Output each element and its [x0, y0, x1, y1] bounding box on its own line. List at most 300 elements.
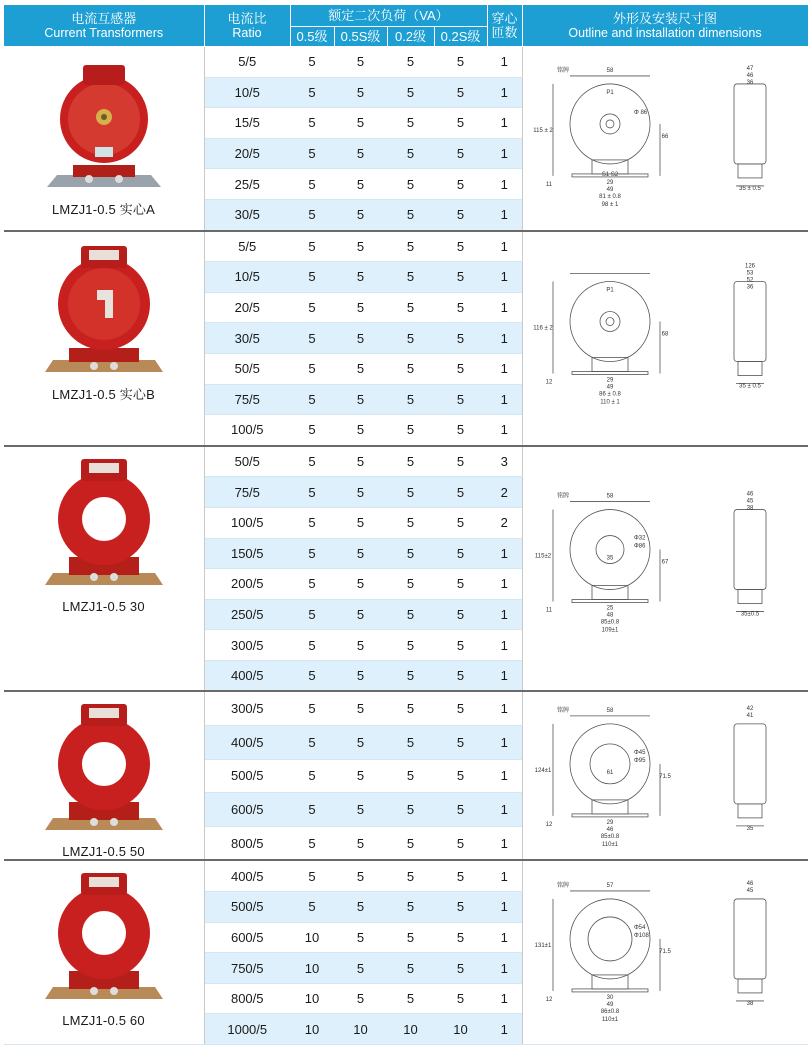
burden-0.5s-cell: 5 [334, 759, 387, 793]
turns-cell: 1 [487, 169, 522, 200]
ratio-cell: 400/5 [204, 860, 290, 891]
ratio-cell: 5/5 [204, 47, 290, 78]
burden-0.5-cell: 10 [290, 953, 334, 984]
burden-0.2-cell: 5 [387, 630, 434, 661]
dimension-label: 42 [746, 706, 754, 713]
dimension-label: 49 [606, 384, 614, 391]
ratio-cell: 10/5 [204, 262, 290, 293]
table-row [4, 47, 809, 78]
burden-0.5s-cell: 5 [334, 793, 387, 827]
dimension-label: S1 S2 [602, 172, 619, 179]
ratio-cell: 800/5 [204, 983, 290, 1014]
dimension-label: 66 [661, 134, 669, 141]
ratio-cell: 600/5 [204, 922, 290, 953]
class-header-0.2s: 0.2S级 [434, 27, 487, 47]
dimension-label: 98 ± 1 [601, 202, 619, 209]
turns-cell: 1 [487, 793, 522, 827]
dimension-label: 48 [606, 612, 614, 619]
turns-cell: 1 [487, 384, 522, 415]
turns-cell: 1 [487, 538, 522, 569]
turns-cell: 1 [487, 983, 522, 1014]
dimension-label: 58 [606, 493, 614, 500]
turns-cell: 1 [487, 660, 522, 691]
dimension-label: 47 [746, 66, 754, 73]
ratio-cell: 75/5 [204, 384, 290, 415]
turns-cell: 1 [487, 353, 522, 384]
burden-0.2-cell: 5 [387, 793, 434, 827]
dimension-label: Φ32 [634, 535, 646, 542]
burden-0.2-cell: 5 [387, 323, 434, 354]
ratio-cell: 800/5 [204, 826, 290, 860]
burden-0.5-cell: 5 [290, 353, 334, 384]
dimension-label: 57 [606, 882, 614, 889]
current-transformer-spec-table [3, 4, 809, 1045]
dimension-label: 12 [545, 822, 553, 829]
dimension-label: 67 [661, 559, 669, 566]
burden-0.2s-cell: 5 [434, 323, 487, 354]
burden-0.5-cell: 5 [290, 384, 334, 415]
turns-cell: 1 [487, 323, 522, 354]
burden-0.2s-cell: 5 [434, 860, 487, 891]
burden-0.2-cell: 5 [387, 138, 434, 169]
product-cell [4, 231, 205, 446]
outline-drawing [525, 703, 805, 848]
burden-0.2-cell: 5 [387, 199, 434, 230]
burden-0.2s-cell: 5 [434, 169, 487, 200]
product-column-header: 电流互感器 Current Transformers [4, 5, 205, 47]
burden-0.2s-cell: 5 [434, 726, 487, 760]
dimension-label: Φ45 [634, 750, 646, 757]
burden-0.2s-cell: 5 [434, 384, 487, 415]
dimension-label: 铭牌 [557, 708, 570, 715]
burden-0.2-cell: 5 [387, 922, 434, 953]
dimension-label: Φ 86 [634, 110, 648, 117]
burden-0.5-cell: 5 [290, 323, 334, 354]
burden-0.5s-cell: 5 [334, 860, 387, 891]
burden-0.5s-cell: 5 [334, 415, 387, 446]
burden-0.2-cell: 5 [387, 691, 434, 725]
dimension-label: 86 ± 0.8 [599, 391, 622, 398]
product-cell [4, 691, 205, 860]
ratio-cell: 750/5 [204, 953, 290, 984]
ratio-cell: 300/5 [204, 630, 290, 661]
burden-0.2-cell: 5 [387, 759, 434, 793]
dimension-label: 铭牌 [557, 68, 570, 75]
burden-0.2s-cell: 10 [434, 1014, 487, 1045]
burden-0.5s-cell: 5 [334, 323, 387, 354]
dimension-label: 41 [746, 713, 754, 720]
turns-cell: 1 [487, 630, 522, 661]
turns-cell: 1 [487, 599, 522, 630]
class-header-0.5s: 0.5S级 [334, 27, 387, 47]
ratio-column-header: 电流比 Ratio [204, 5, 290, 47]
turns-cell: 1 [487, 826, 522, 860]
dimension-label: 11 [546, 607, 553, 614]
dimension-label: 45 [746, 498, 754, 505]
burden-0.5-cell: 5 [290, 860, 334, 891]
model-name: LMZJ1-0.5 30 [62, 598, 145, 614]
burden-0.5-cell: 5 [290, 892, 334, 923]
dimension-label: 131±1 [534, 942, 552, 949]
dimension-label: 58 [606, 68, 614, 75]
burden-0.5-cell: 5 [290, 108, 334, 139]
turns-cell: 1 [487, 415, 522, 446]
outline-cell [522, 446, 808, 692]
burden-0.2s-cell: 5 [434, 660, 487, 691]
dimension-label: 124±1 [534, 768, 552, 775]
burden-0.5-cell: 5 [290, 169, 334, 200]
turns-cell: 1 [487, 77, 522, 108]
dimension-label: Φ108 [634, 932, 650, 939]
burden-0.2s-cell: 5 [434, 292, 487, 323]
turns-cell: 1 [487, 726, 522, 760]
class-header-0.2: 0.2级 [387, 27, 434, 47]
burden-0.2-cell: 10 [387, 1014, 434, 1045]
transformer-photo [39, 47, 169, 197]
dimension-label: 46 [746, 880, 754, 887]
ratio-cell: 400/5 [204, 660, 290, 691]
burden-0.5-cell: 5 [290, 826, 334, 860]
burden-0.5s-cell: 5 [334, 983, 387, 1014]
burden-0.5s-cell: 5 [334, 47, 387, 78]
dimension-label: 81 ± 0.8 [599, 194, 622, 201]
burden-0.5-cell: 5 [290, 231, 334, 262]
outline-cell [522, 691, 808, 860]
burden-0.5s-cell: 5 [334, 262, 387, 293]
turns-column-header: 穿心 匝数 [487, 5, 522, 47]
outline-cell [522, 860, 808, 1044]
dimension-label: 61 [606, 770, 614, 777]
burden-0.2-cell: 5 [387, 538, 434, 569]
turns-cell: 1 [487, 108, 522, 139]
ratio-cell: 20/5 [204, 138, 290, 169]
outline-cell [522, 231, 808, 446]
turns-cell: 2 [487, 477, 522, 508]
dimension-label: Φ54 [634, 924, 646, 931]
dimension-label: 49 [606, 187, 614, 194]
burden-0.2s-cell: 5 [434, 892, 487, 923]
dimension-label: 71.5 [659, 774, 672, 781]
burden-0.5-cell: 5 [290, 199, 334, 230]
burden-0.5-cell: 5 [290, 262, 334, 293]
burden-0.5s-cell: 5 [334, 108, 387, 139]
burden-0.5s-cell: 5 [334, 922, 387, 953]
dimension-label: 25 [606, 605, 614, 612]
turns-cell: 1 [487, 892, 522, 923]
model-name: LMZJ1-0.5 60 [62, 1013, 145, 1029]
dimension-label: 86±0.8 [601, 1008, 620, 1015]
turns-cell: 1 [487, 759, 522, 793]
burden-0.2-cell: 5 [387, 599, 434, 630]
burden-0.5-cell: 5 [290, 569, 334, 600]
burden-0.2s-cell: 5 [434, 569, 487, 600]
burden-0.5-cell: 5 [290, 726, 334, 760]
burden-0.2s-cell: 5 [434, 826, 487, 860]
ratio-cell: 100/5 [204, 415, 290, 446]
ratio-cell: 15/5 [204, 108, 290, 139]
burden-0.5s-cell: 5 [334, 138, 387, 169]
burden-0.5-cell: 5 [290, 77, 334, 108]
ratio-cell: 250/5 [204, 599, 290, 630]
ratio-cell: 25/5 [204, 169, 290, 200]
burden-0.2s-cell: 5 [434, 599, 487, 630]
burden-0.2-cell: 5 [387, 384, 434, 415]
ratio-cell: 75/5 [204, 477, 290, 508]
burden-0.5-cell: 5 [290, 660, 334, 691]
transformer-photo [39, 447, 169, 597]
turns-cell: 1 [487, 262, 522, 293]
outline-drawing [525, 235, 805, 441]
dimension-label: Φ95 [634, 758, 646, 765]
burden-0.5s-cell: 5 [334, 826, 387, 860]
burden-0.2-cell: 5 [387, 77, 434, 108]
turns-cell: 1 [487, 922, 522, 953]
burden-0.5s-cell: 5 [334, 477, 387, 508]
burden-0.5s-cell: 10 [334, 1014, 387, 1045]
burden-0.5s-cell: 5 [334, 892, 387, 923]
dimension-label: 12 [545, 996, 553, 1003]
ratio-cell: 30/5 [204, 323, 290, 354]
ratio-cell: 200/5 [204, 569, 290, 600]
burden-0.5s-cell: 5 [334, 507, 387, 538]
ratio-cell: 1000/5 [204, 1014, 290, 1045]
burden-0.2s-cell: 5 [434, 759, 487, 793]
burden-0.2-cell: 5 [387, 47, 434, 78]
dimension-label: 53 [746, 270, 754, 277]
burden-0.5s-cell: 5 [334, 384, 387, 415]
outline-drawing [525, 50, 805, 226]
burden-0.2-cell: 5 [387, 108, 434, 139]
burden-0.2-cell: 5 [387, 231, 434, 262]
burden-0.2s-cell: 5 [434, 477, 487, 508]
dimension-label: 46 [606, 827, 614, 834]
model-name: LMZJ1-0.5 50 [62, 844, 145, 860]
burden-0.2-cell: 5 [387, 507, 434, 538]
turns-cell: 1 [487, 292, 522, 323]
dimension-label: 29 [606, 180, 614, 187]
dimension-label: 110 ± 1 [600, 399, 621, 406]
dimension-label: 110±1 [602, 1016, 619, 1023]
burden-0.5-cell: 5 [290, 630, 334, 661]
dimension-label: 12 [545, 379, 553, 386]
burden-0.2s-cell: 5 [434, 953, 487, 984]
burden-0.5s-cell: 5 [334, 660, 387, 691]
model-name: LMZJ1-0.5 实心A [51, 202, 155, 217]
burden-0.2s-cell: 5 [434, 353, 487, 384]
burden-0.2s-cell: 5 [434, 922, 487, 953]
dimension-label: 45 [746, 887, 754, 894]
turns-cell: 1 [487, 231, 522, 262]
dimension-label: 116 ± 2 [533, 325, 554, 332]
burden-0.5s-cell: 5 [334, 726, 387, 760]
dimension-label: 35 ± 0.5 [739, 186, 762, 193]
burden-0.2-cell: 5 [387, 726, 434, 760]
dimension-label: 30 [606, 994, 614, 1001]
ratio-cell: 400/5 [204, 726, 290, 760]
turns-cell: 1 [487, 199, 522, 230]
burden-0.2s-cell: 5 [434, 262, 487, 293]
burden-0.2s-cell: 5 [434, 415, 487, 446]
burden-0.5s-cell: 5 [334, 292, 387, 323]
dimension-label: 46 [746, 491, 754, 498]
dimension-label: 36 [746, 80, 754, 87]
dimension-label: Φ86 [634, 543, 646, 550]
dimension-label: 71.5 [659, 948, 672, 955]
dimension-label: 85±0.8 [601, 619, 620, 626]
burden-0.5-cell: 5 [290, 599, 334, 630]
burden-0.5s-cell: 5 [334, 77, 387, 108]
ratio-cell: 5/5 [204, 231, 290, 262]
table-row [4, 231, 809, 262]
dimension-label: 109±1 [601, 627, 619, 634]
dimension-label: 29 [606, 820, 614, 827]
burden-0.5s-cell: 5 [334, 199, 387, 230]
dimension-label: 58 [606, 708, 614, 715]
model-name: LMZJ1-0.5 实心B [51, 386, 155, 402]
burden-0.5-cell: 5 [290, 477, 334, 508]
dimension-label: 铭牌 [557, 882, 570, 889]
burden-0.5s-cell: 5 [334, 953, 387, 984]
dimension-label: 38 [746, 1000, 754, 1007]
dimension-label: 38 [746, 505, 754, 512]
ratio-cell: 50/5 [204, 353, 290, 384]
burden-0.2s-cell: 5 [434, 630, 487, 661]
burden-0.5-cell: 5 [290, 759, 334, 793]
dimension-label: 35±0.5 [741, 611, 760, 618]
burden-0.5s-cell: 5 [334, 169, 387, 200]
burden-0.2-cell: 5 [387, 660, 434, 691]
dimension-label: 49 [606, 1001, 614, 1008]
dimension-label: 110±1 [602, 842, 619, 849]
ratio-cell: 10/5 [204, 77, 290, 108]
burden-0.5-cell: 5 [290, 415, 334, 446]
turns-cell: 3 [487, 446, 522, 477]
burden-0.2s-cell: 5 [434, 538, 487, 569]
burden-0.5-cell: 5 [290, 292, 334, 323]
turns-cell: 1 [487, 1014, 522, 1045]
burden-0.5s-cell: 5 [334, 691, 387, 725]
burden-0.5-cell: 5 [290, 691, 334, 725]
table-header [4, 5, 809, 47]
burden-0.2-cell: 5 [387, 415, 434, 446]
dimension-label: P1 [606, 90, 614, 97]
dimension-label: P1 [606, 287, 614, 294]
transformer-photo [39, 861, 169, 1011]
burden-0.2-cell: 5 [387, 826, 434, 860]
burden-0.2-cell: 5 [387, 953, 434, 984]
burden-0.2-cell: 5 [387, 446, 434, 477]
dimension-label: 68 [661, 331, 669, 338]
burden-0.5s-cell: 5 [334, 446, 387, 477]
class-header-0.5: 0.5级 [290, 27, 334, 47]
dimension-label: 46 [746, 73, 754, 80]
burden-0.5s-cell: 5 [334, 569, 387, 600]
dimension-label: 115 ± 2 [533, 128, 554, 135]
turns-cell: 1 [487, 860, 522, 891]
burden-0.2-cell: 5 [387, 292, 434, 323]
burden-0.2-cell: 5 [387, 477, 434, 508]
burden-0.2-cell: 5 [387, 983, 434, 1014]
dimension-label: 52 [746, 277, 754, 284]
dimension-label: 36 [746, 284, 754, 291]
burden-0.2s-cell: 5 [434, 793, 487, 827]
dimension-label: 85±0.8 [601, 834, 620, 841]
burden-0.2s-cell: 5 [434, 231, 487, 262]
outline-drawing [525, 450, 805, 687]
dimension-label: 29 [606, 377, 614, 384]
dimension-label: 35 [746, 826, 754, 833]
burden-0.2s-cell: 5 [434, 691, 487, 725]
burden-0.5-cell: 5 [290, 793, 334, 827]
burden-0.2s-cell: 5 [434, 983, 487, 1014]
burden-0.2s-cell: 5 [434, 77, 487, 108]
burden-0.5-cell: 5 [290, 138, 334, 169]
burden-0.5-cell: 10 [290, 922, 334, 953]
turns-cell: 1 [487, 691, 522, 725]
table-body [4, 47, 809, 1045]
turns-cell: 1 [487, 138, 522, 169]
burden-0.5s-cell: 5 [334, 353, 387, 384]
ratio-cell: 600/5 [204, 793, 290, 827]
burden-0.5-cell: 10 [290, 1014, 334, 1045]
ratio-cell: 50/5 [204, 446, 290, 477]
dimension-label: 铭牌 [557, 493, 570, 500]
transformer-photo [39, 692, 169, 842]
burden-0.2-cell: 5 [387, 169, 434, 200]
ratio-cell: 150/5 [204, 538, 290, 569]
turns-cell: 1 [487, 47, 522, 78]
outline-cell [522, 47, 808, 231]
burden-0.5-cell: 5 [290, 507, 334, 538]
burden-0.5-cell: 5 [290, 47, 334, 78]
burden-0.5s-cell: 5 [334, 231, 387, 262]
product-cell [4, 446, 205, 692]
product-cell [4, 860, 205, 1044]
ratio-cell: 100/5 [204, 507, 290, 538]
table-row [4, 860, 809, 891]
dimension-label: 11 [546, 182, 553, 189]
burden-0.2-cell: 5 [387, 262, 434, 293]
ratio-cell: 500/5 [204, 892, 290, 923]
outline-column-header: 外形及安装尺寸图 Outline and installation dimensions [522, 5, 808, 47]
burden-0.2s-cell: 5 [434, 507, 487, 538]
transformer-photo [39, 232, 169, 382]
dimension-label: 115±2 [535, 553, 552, 560]
burden-0.2s-cell: 5 [434, 47, 487, 78]
burden-0.5s-cell: 5 [334, 630, 387, 661]
burden-0.5s-cell: 5 [334, 599, 387, 630]
burden-0.5-cell: 10 [290, 983, 334, 1014]
burden-header: 额定二次负荷（VA） [290, 5, 487, 27]
burden-0.5s-cell: 5 [334, 538, 387, 569]
table-row [4, 446, 809, 477]
dimension-label: 126 [745, 263, 756, 270]
table-row [4, 691, 809, 725]
turns-cell: 1 [487, 569, 522, 600]
burden-0.2-cell: 5 [387, 353, 434, 384]
turns-cell: 1 [487, 953, 522, 984]
burden-0.2s-cell: 5 [434, 199, 487, 230]
burden-0.2s-cell: 5 [434, 138, 487, 169]
dimension-label: 35 [606, 555, 614, 562]
burden-0.2-cell: 5 [387, 892, 434, 923]
ratio-cell: 300/5 [204, 691, 290, 725]
burden-0.2-cell: 5 [387, 860, 434, 891]
product-cell [4, 47, 205, 231]
ratio-cell: 500/5 [204, 759, 290, 793]
burden-0.2s-cell: 5 [434, 108, 487, 139]
burden-0.2s-cell: 5 [434, 446, 487, 477]
